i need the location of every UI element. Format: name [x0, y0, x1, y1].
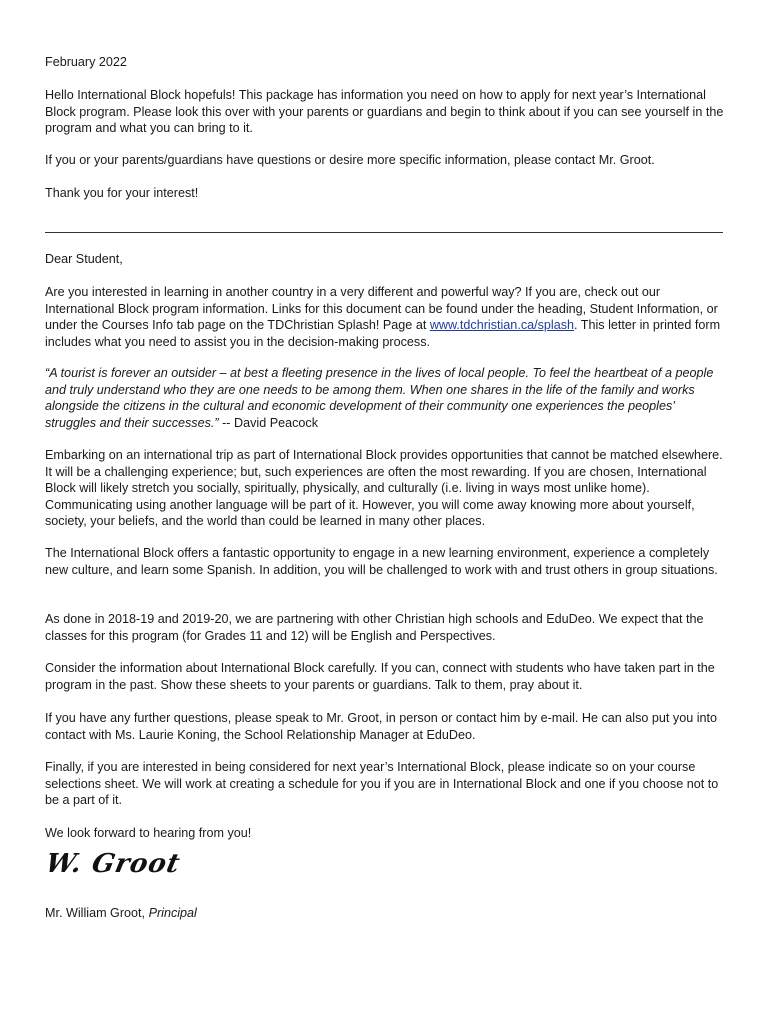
letter-paragraph-4: As done in 2018-19 and 2019-20, we are partnering with other Christian high schools and EduDeo. We expect that the classes for this program (for Grades 11 and 12) will be English and Perspectives. [45, 612, 704, 643]
quote-text: “A tourist is forever an outsider – at best a fleeting presence in the lives of local people. To feel the heartbeat of a people and truly understand who they are one needs to be among them. When one shares in the life of the family and works alongside the citizens in the cultural and economic development of their community one experiences the peoples’ struggles and their successes.” [45, 366, 714, 430]
signer-name: Mr. William Groot, [45, 906, 149, 920]
signer-title: Principal [148, 906, 197, 920]
quote-author: -- David Peacock [218, 415, 318, 430]
paragraph-1-text-a: Are you interested in learning in another country in a very different and powerful way? If you are, check out our International Block program information. Links for this document can be found under the heading, Student Information, or under the Courses Info tab page on the TDChristian Splash! Page at [45, 285, 718, 332]
signature: W. Groot [42, 849, 184, 879]
letter-paragraph-6: If you have any further questions, please speak to Mr. Groot, in person or contact him by e-mail. He can also put you into contact with Ms. Laurie Koning, the School Relationship Manager at EduDeo. [45, 711, 718, 742]
section-divider [45, 232, 723, 233]
intro-paragraph-1: Hello International Block hopefuls! This package has information you need on how to apply for next year’s International Block program. Please look this over with your parents or guardians and begin to think about if you can see yourself in the program and what you can bring to it. [45, 88, 724, 135]
signer-line [45, 905, 727, 922]
salutation: Dear Student, [45, 252, 123, 266]
letter-paragraph-1 [45, 284, 727, 350]
letter-paragraph-7: Finally, if you are interested in being considered for next year’s International Block, please indicate so on your course selections sheet. We will work at creating a schedule for you if you are in International Block and one if you choose not to be a part of it. [45, 760, 719, 807]
letter-paragraph-2: Embarking on an international trip as part of International Block provides opportunities that cannot be matched elsewhere. It will be a challenging experience; but, such experiences are often the most rewarding. If you are chosen, International Block will likely stretch you socially, spiritually, physically, and culturally (i.e. living in ways most unlike home). Communicating using another language will be part of it. However, you will come away knowing more about yourself, society, your beliefs, and the world than could be learned in many other places. [45, 448, 723, 528]
letter-paragraph-3: The International Block offers a fantastic opportunity to engage in a new learning environment, experience a completely new culture, and learn some Spanish. In addition, you will be challenged to work with and trust others in group situations. [45, 546, 718, 577]
letter-paragraph-5: Consider the information about International Block carefully. If you can, connect with students who have taken part in the program in the past. Show these sheets to your parents or guardians. Talk to them, pray about it. [45, 661, 715, 692]
letter-date: February 2022 [45, 55, 127, 69]
intro-paragraph-2: If you or your parents/guardians have questions or desire more specific information, please contact Mr. Groot. [45, 153, 655, 167]
splash-page-link[interactable]: www.tdchristian.ca/splash [429, 318, 575, 332]
closing-line: We look forward to hearing from you! [45, 826, 252, 840]
intro-paragraph-3: Thank you for your interest! [45, 186, 199, 200]
paragraph-1-text-b: . This letter in printed form includes what you need to assist you in the decision-making process. [45, 318, 721, 349]
quote-block [45, 365, 727, 431]
